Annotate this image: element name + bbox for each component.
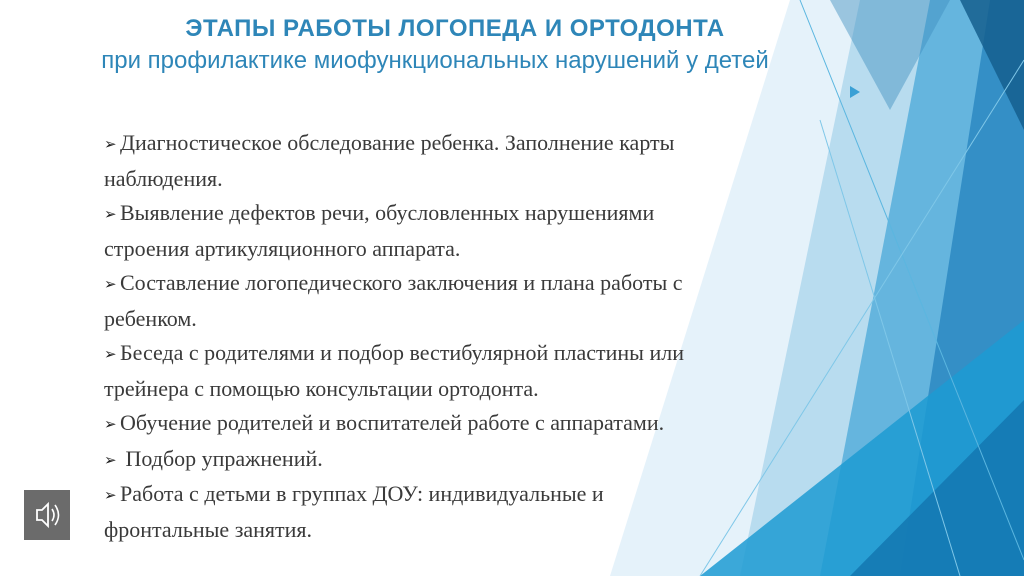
slide-subtitle: при профилактике миофункциональных нарушений у детей (101, 47, 769, 74)
arrow-bullet-icon: ➢ (104, 415, 117, 433)
arrow-bullet-icon: ➢ (104, 450, 117, 469)
arrow-bullet-icon: ➢ (104, 275, 117, 293)
bullet-list (104, 126, 844, 547)
bullet-text: ребенком. (104, 305, 197, 331)
bullet-text: наблюдения. (104, 165, 223, 191)
bullet-text: Составление логопедического заключения и плана работы с (120, 270, 683, 295)
bullet-item (104, 442, 844, 478)
arrow-bullet-icon: ➢ (104, 486, 117, 504)
bullet-item (104, 406, 844, 442)
bullet-text: Выявление дефектов речи, обусловленных нарушениями (120, 200, 655, 225)
bullet-text: Диагностическое обследование ребенка. Заполнение карты (120, 130, 675, 155)
arrow-bullet-icon: ➢ (104, 205, 117, 223)
arrow-bullet-icon: ➢ (104, 135, 117, 153)
bullet-text: строения артикуляционного аппарата. (104, 235, 461, 261)
bullet-text: Работа с детьми в группах ДОУ: индивидуальные и (120, 481, 604, 506)
title-block (0, 14, 870, 76)
bullet-item (104, 126, 844, 162)
bullet-item-continuation (104, 513, 844, 548)
speaker-icon (24, 490, 70, 540)
arrow-right-icon (850, 86, 860, 98)
sound-button[interactable] (24, 490, 70, 540)
bullet-item-continuation (104, 372, 844, 407)
bullet-text: Беседа с родителями и подбор вестибулярной пластины или (120, 340, 684, 365)
bullet-item-continuation (104, 232, 844, 267)
bullet-item (104, 336, 844, 372)
bullet-item-continuation (104, 302, 844, 337)
bullet-text: Подбор упражнений. (120, 445, 323, 471)
arrow-bullet-icon: ➢ (104, 345, 117, 363)
bullet-text: Обучение родителей и воспитателей работе с аппаратами. (120, 410, 665, 435)
bullet-text: фронтальные занятия. (104, 516, 313, 542)
bullet-item (104, 477, 844, 513)
bullet-item (104, 196, 844, 232)
bullet-item-continuation (104, 162, 844, 197)
bullet-text: трейнера с помощью консультации ортодонта. (104, 375, 539, 401)
bullet-item (104, 266, 844, 302)
slide-title: ЭТАПЫ РАБОТЫ ЛОГОПЕДА И ОРТОДОНТА (185, 15, 725, 42)
